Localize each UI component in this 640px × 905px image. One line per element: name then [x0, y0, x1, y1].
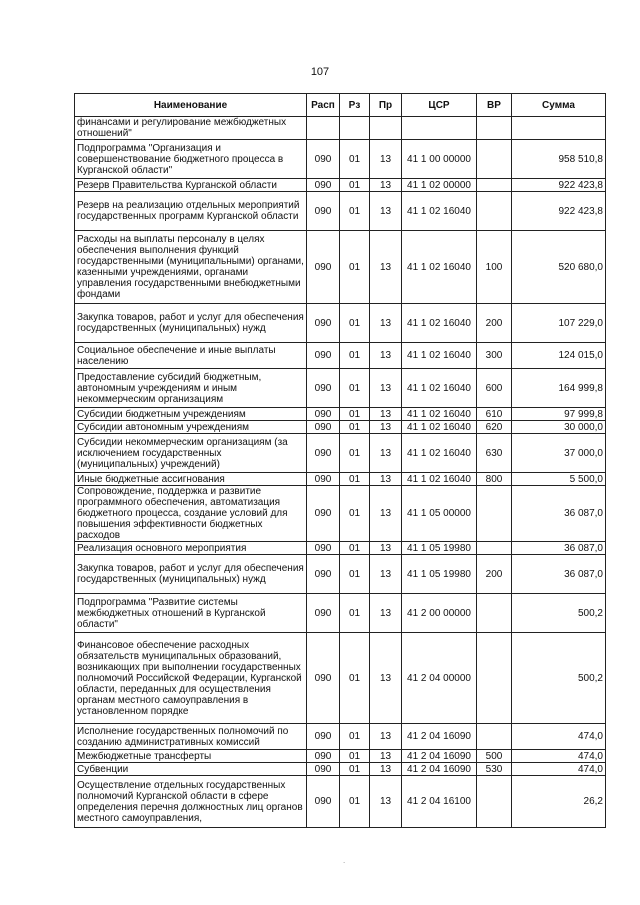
- cell-rasp: 090: [307, 304, 340, 343]
- cell-name: Сопровождение, поддержка и развитие программного обеспечения, автоматизация бюджетного процесса, создание условий для повышения эффективности бюджетных расходов: [75, 486, 307, 542]
- cell-rz: 01: [340, 140, 370, 179]
- table-row: [75, 724, 606, 750]
- cell-pr: 13: [370, 408, 402, 421]
- cell-sum: 500,2: [512, 594, 606, 633]
- cell-name: Подпрограмма "Организация и совершенствование бюджетного процесса в Курганской области": [75, 140, 307, 179]
- cell-rz: 01: [340, 421, 370, 434]
- cell-sum: 474,0: [512, 724, 606, 750]
- cell-name: Подпрограмма "Развитие системы межбюджетных отношений в Курганской области": [75, 594, 307, 633]
- cell-rasp: 090: [307, 140, 340, 179]
- cell-sum: 958 510,8: [512, 140, 606, 179]
- header-sum: Сумма: [512, 94, 606, 117]
- cell-vr: [477, 140, 512, 179]
- cell-csr: 41 2 04 16090: [402, 724, 477, 750]
- cell-pr: 13: [370, 473, 402, 486]
- cell-vr: 620: [477, 421, 512, 434]
- cell-csr: 41 1 05 00000: [402, 486, 477, 542]
- cell-name: Субсидии некоммерческим организациям (за исключением государственных (муниципальных) учреждений): [75, 434, 307, 473]
- cell-sum: 164 999,8: [512, 369, 606, 408]
- cell-name: Резерв Правительства Курганской области: [75, 179, 307, 192]
- table-row: [75, 594, 606, 633]
- cell-rasp: 090: [307, 542, 340, 555]
- cell-vr: [477, 594, 512, 633]
- cell-rasp: 090: [307, 343, 340, 369]
- cell-sum: 26,2: [512, 776, 606, 828]
- cell-rz: [340, 117, 370, 140]
- cell-vr: 100: [477, 231, 512, 304]
- cell-name: Социальное обеспечение и иные выплаты населению: [75, 343, 307, 369]
- table-row: [75, 750, 606, 763]
- table-row: [75, 486, 606, 542]
- cell-rz: 01: [340, 724, 370, 750]
- header-rasp: Расп: [307, 94, 340, 117]
- cell-pr: 13: [370, 304, 402, 343]
- cell-pr: 13: [370, 231, 402, 304]
- cell-rasp: [307, 117, 340, 140]
- cell-sum: 36 087,0: [512, 486, 606, 542]
- table-row: [75, 369, 606, 408]
- cell-rz: 01: [340, 231, 370, 304]
- table-row: [75, 542, 606, 555]
- budget-table: [74, 93, 606, 828]
- cell-rasp: 090: [307, 434, 340, 473]
- cell-pr: 13: [370, 421, 402, 434]
- cell-rasp: 090: [307, 724, 340, 750]
- cell-pr: 13: [370, 724, 402, 750]
- cell-csr: 41 1 02 16040: [402, 343, 477, 369]
- cell-sum: 922 423,8: [512, 179, 606, 192]
- cell-rz: 01: [340, 633, 370, 724]
- cell-rz: 01: [340, 369, 370, 408]
- cell-rz: 01: [340, 408, 370, 421]
- cell-vr: 300: [477, 343, 512, 369]
- stray-mark: .: [343, 856, 346, 865]
- cell-vr: [477, 776, 512, 828]
- table-row: [75, 231, 606, 304]
- cell-pr: [370, 117, 402, 140]
- cell-name: Резерв на реализацию отдельных мероприятий государственных программ Курганской области: [75, 192, 307, 231]
- cell-rasp: 090: [307, 231, 340, 304]
- table-row: [75, 633, 606, 724]
- cell-csr: 41 2 04 16100: [402, 776, 477, 828]
- cell-rasp: 090: [307, 633, 340, 724]
- cell-sum: 124 015,0: [512, 343, 606, 369]
- table-row: [75, 140, 606, 179]
- header-pr: Пр: [370, 94, 402, 117]
- cell-pr: 13: [370, 594, 402, 633]
- cell-vr: 600: [477, 369, 512, 408]
- cell-name: Межбюджетные трансферты: [75, 750, 307, 763]
- cell-csr: 41 2 04 16090: [402, 750, 477, 763]
- cell-name: Иные бюджетные ассигнования: [75, 473, 307, 486]
- cell-vr: [477, 542, 512, 555]
- cell-name: Субвенции: [75, 763, 307, 776]
- cell-sum: 520 680,0: [512, 231, 606, 304]
- table-row: [75, 304, 606, 343]
- cell-name: Осуществление отдельных государственных полномочий Курганской области в сфере определения перечня должностных лиц органов местного самоуправления,: [75, 776, 307, 828]
- cell-pr: 13: [370, 434, 402, 473]
- cell-csr: [402, 117, 477, 140]
- cell-rz: 01: [340, 179, 370, 192]
- cell-sum: 474,0: [512, 750, 606, 763]
- cell-vr: [477, 192, 512, 231]
- table-row: [75, 421, 606, 434]
- cell-sum: [512, 117, 606, 140]
- cell-rz: 01: [340, 304, 370, 343]
- cell-pr: 13: [370, 343, 402, 369]
- cell-vr: 530: [477, 763, 512, 776]
- cell-vr: [477, 179, 512, 192]
- cell-csr: 41 1 02 16040: [402, 473, 477, 486]
- cell-name: Закупка товаров, работ и услуг для обеспечения государственных (муниципальных) нужд: [75, 555, 307, 594]
- cell-rz: 01: [340, 542, 370, 555]
- cell-csr: 41 1 05 19980: [402, 542, 477, 555]
- cell-csr: 41 2 00 00000: [402, 594, 477, 633]
- cell-rasp: 090: [307, 473, 340, 486]
- cell-name: Финансовое обеспечение расходных обязательств муниципальных образований, возникающих при выполнении государственных полномочий Российской Федерации, Курганской области, переданных для осуществления органам местного самоуправления в установленном порядке: [75, 633, 307, 724]
- cell-rz: 01: [340, 192, 370, 231]
- cell-vr: [477, 724, 512, 750]
- cell-sum: 107 229,0: [512, 304, 606, 343]
- cell-name: Закупка товаров, работ и услуг для обеспечения государственных (муниципальных) нужд: [75, 304, 307, 343]
- cell-sum: 36 087,0: [512, 555, 606, 594]
- cell-pr: 13: [370, 179, 402, 192]
- header-csr: ЦСР: [402, 94, 477, 117]
- cell-csr: 41 1 02 16040: [402, 304, 477, 343]
- table-row: [75, 408, 606, 421]
- cell-csr: 41 1 02 16040: [402, 369, 477, 408]
- cell-rasp: 090: [307, 750, 340, 763]
- table-row: [75, 473, 606, 486]
- cell-rz: 01: [340, 776, 370, 828]
- cell-rasp: 090: [307, 763, 340, 776]
- cell-name: финансами и регулирование межбюджетных отношений": [75, 117, 307, 140]
- cell-name: Реализация основного мероприятия: [75, 542, 307, 555]
- cell-csr: 41 1 02 16040: [402, 192, 477, 231]
- cell-vr: 610: [477, 408, 512, 421]
- cell-pr: 13: [370, 140, 402, 179]
- cell-name: Исполнение государственных полномочий по созданию административных комиссий: [75, 724, 307, 750]
- cell-pr: 13: [370, 776, 402, 828]
- cell-name: Субсидии автономным учреждениям: [75, 421, 307, 434]
- cell-vr: 200: [477, 304, 512, 343]
- cell-sum: 37 000,0: [512, 434, 606, 473]
- cell-rz: 01: [340, 473, 370, 486]
- table-row: [75, 192, 606, 231]
- cell-pr: 13: [370, 486, 402, 542]
- table-row: [75, 117, 606, 140]
- cell-pr: 13: [370, 750, 402, 763]
- cell-rz: 01: [340, 343, 370, 369]
- header-vr: ВР: [477, 94, 512, 117]
- cell-rasp: 090: [307, 179, 340, 192]
- cell-vr: 200: [477, 555, 512, 594]
- header-rz: Рз: [340, 94, 370, 117]
- cell-vr: 630: [477, 434, 512, 473]
- cell-name: Расходы на выплаты персоналу в целях обеспечения выполнения функций государственными (муниципальными) органами, казенными учреждениями, органами управления государственными внебюджетными фондами: [75, 231, 307, 304]
- cell-vr: [477, 486, 512, 542]
- cell-rasp: 090: [307, 594, 340, 633]
- cell-csr: 41 1 00 00000: [402, 140, 477, 179]
- table-row: [75, 555, 606, 594]
- cell-pr: 13: [370, 633, 402, 724]
- cell-rz: 01: [340, 434, 370, 473]
- cell-csr: 41 1 02 16040: [402, 434, 477, 473]
- cell-rz: 01: [340, 750, 370, 763]
- cell-csr: 41 1 02 16040: [402, 231, 477, 304]
- cell-csr: 41 1 02 00000: [402, 179, 477, 192]
- table-row: [75, 343, 606, 369]
- table-row: [75, 179, 606, 192]
- cell-name: Субсидии бюджетным учреждениям: [75, 408, 307, 421]
- cell-csr: 41 1 05 19980: [402, 555, 477, 594]
- table-row: [75, 776, 606, 828]
- cell-sum: 474,0: [512, 763, 606, 776]
- cell-pr: 13: [370, 192, 402, 231]
- cell-sum: 97 999,8: [512, 408, 606, 421]
- cell-rasp: 090: [307, 486, 340, 542]
- table-body: [75, 117, 606, 828]
- table-row: [75, 434, 606, 473]
- cell-csr: 41 1 02 16040: [402, 408, 477, 421]
- page-number: 107: [310, 66, 330, 78]
- cell-sum: 922 423,8: [512, 192, 606, 231]
- cell-pr: 13: [370, 763, 402, 776]
- cell-sum: 5 500,0: [512, 473, 606, 486]
- cell-pr: 13: [370, 555, 402, 594]
- cell-rz: 01: [340, 763, 370, 776]
- cell-pr: 13: [370, 542, 402, 555]
- cell-csr: 41 2 04 00000: [402, 633, 477, 724]
- header-name: Наименование: [75, 94, 307, 117]
- cell-rz: 01: [340, 594, 370, 633]
- cell-rasp: 090: [307, 192, 340, 231]
- cell-csr: 41 2 04 16090: [402, 763, 477, 776]
- cell-rz: 01: [340, 555, 370, 594]
- table-row: [75, 763, 606, 776]
- cell-rz: 01: [340, 486, 370, 542]
- cell-pr: 13: [370, 369, 402, 408]
- cell-vr: 800: [477, 473, 512, 486]
- cell-sum: 36 087,0: [512, 542, 606, 555]
- cell-rasp: 090: [307, 408, 340, 421]
- cell-rasp: 090: [307, 776, 340, 828]
- table-header-row: [75, 94, 606, 117]
- cell-rasp: 090: [307, 369, 340, 408]
- cell-name: Предоставление субсидий бюджетным, автономным учреждениям и иным некоммерческим организациям: [75, 369, 307, 408]
- cell-csr: 41 1 02 16040: [402, 421, 477, 434]
- cell-sum: 500,2: [512, 633, 606, 724]
- cell-vr: 500: [477, 750, 512, 763]
- cell-rasp: 090: [307, 421, 340, 434]
- cell-sum: 30 000,0: [512, 421, 606, 434]
- cell-vr: [477, 117, 512, 140]
- cell-vr: [477, 633, 512, 724]
- cell-rasp: 090: [307, 555, 340, 594]
